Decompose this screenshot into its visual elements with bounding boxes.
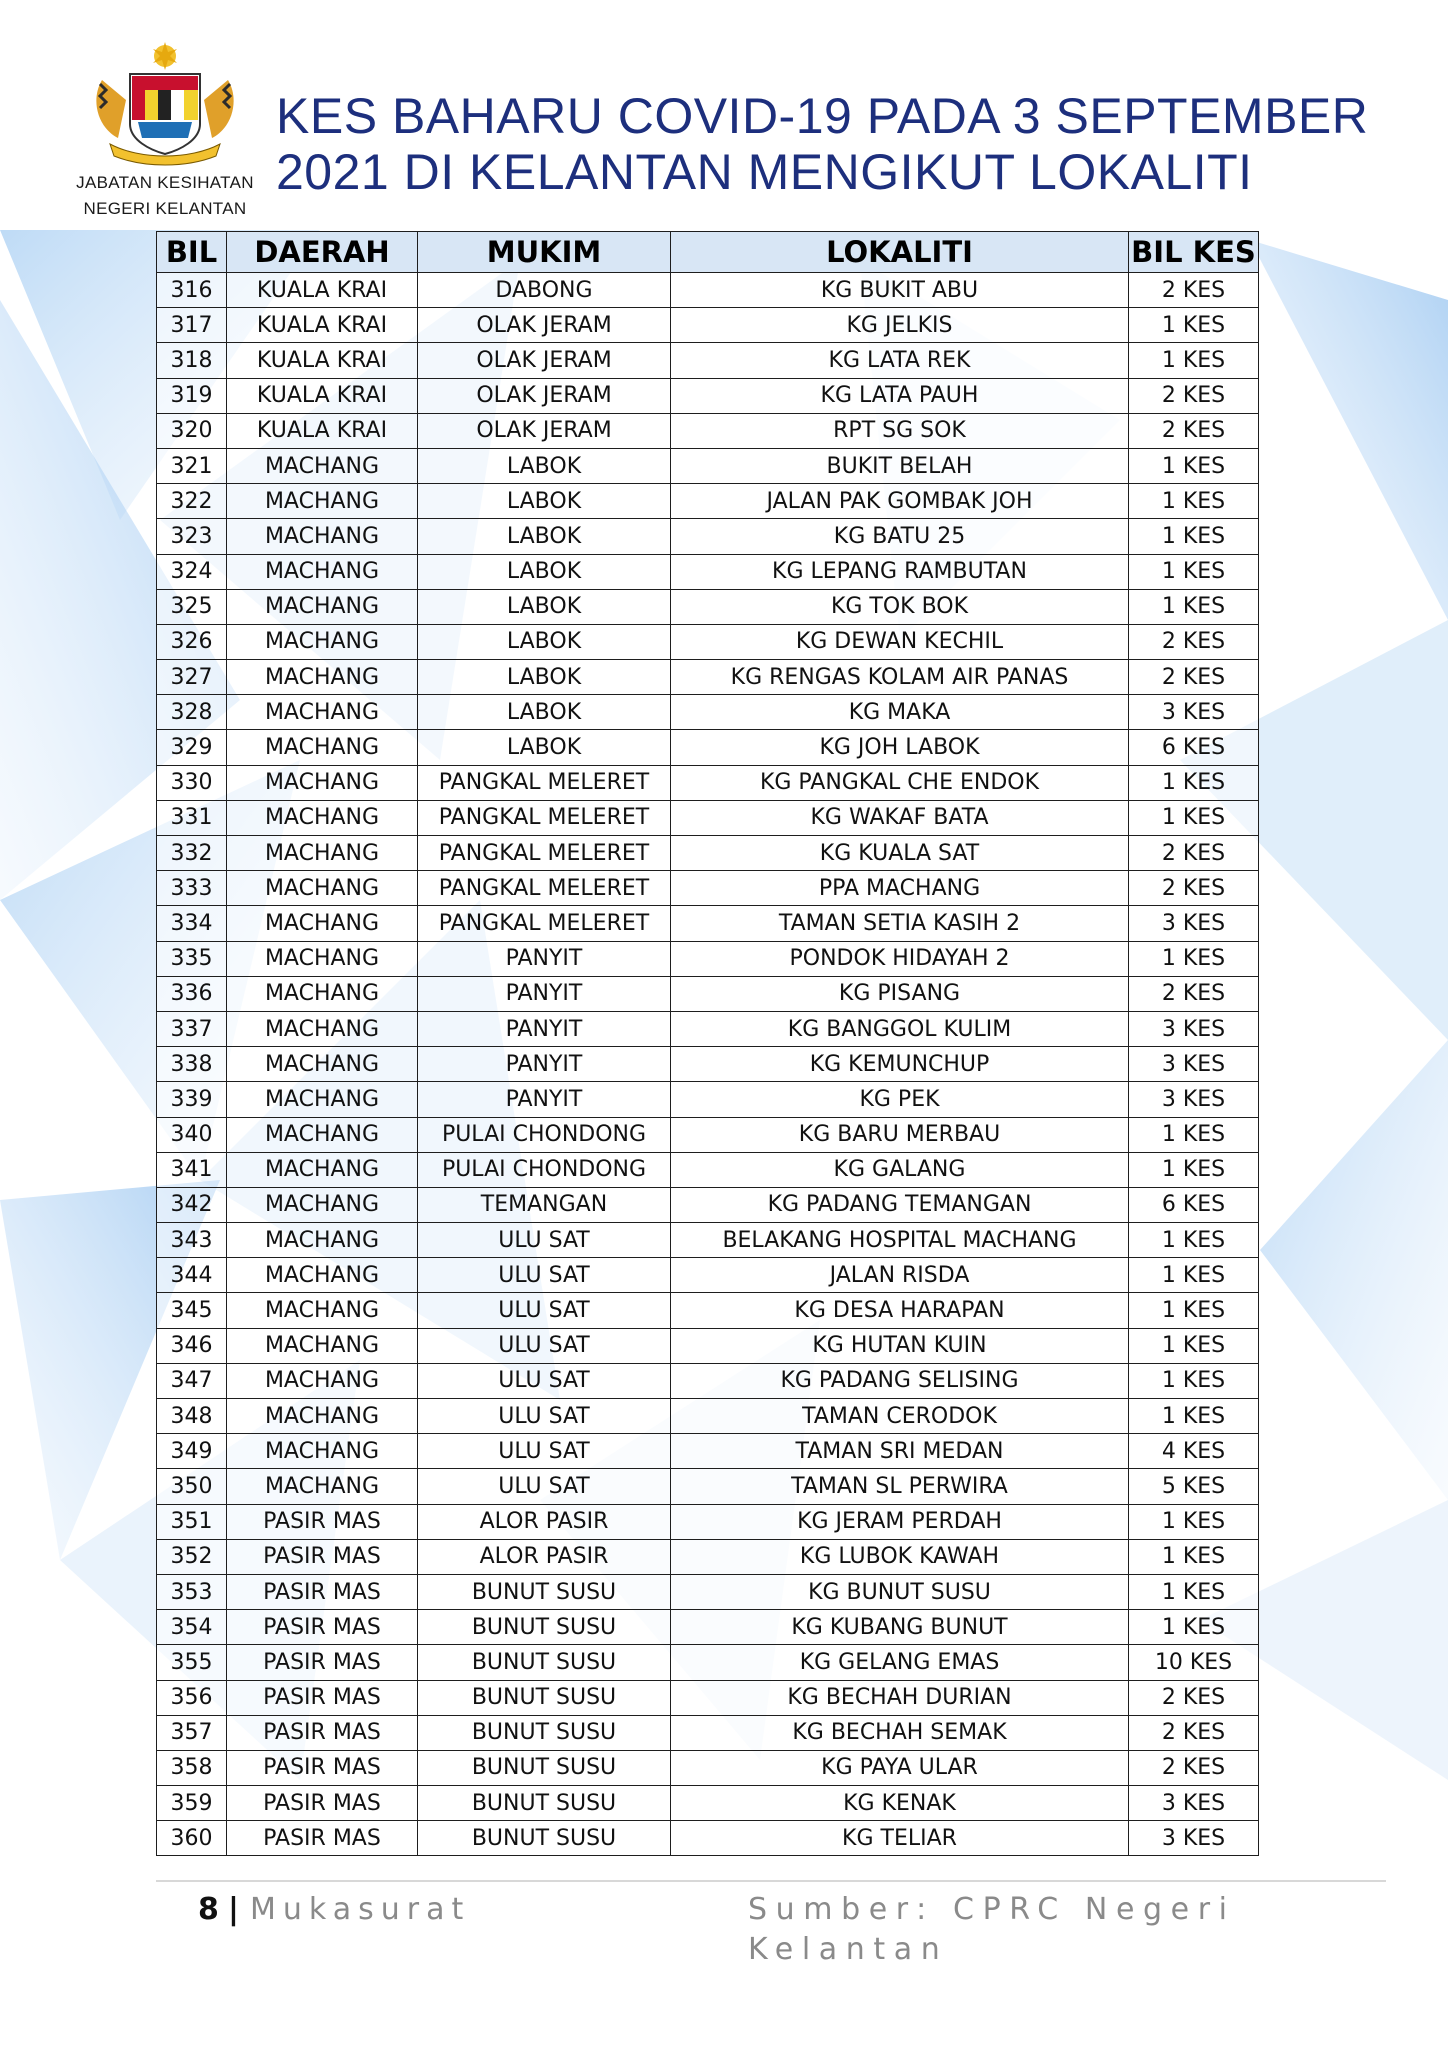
cell-daerah: MACHANG: [227, 554, 418, 589]
cell-daerah: MACHANG: [227, 1258, 418, 1293]
cell-mukim: LABOK: [418, 589, 671, 624]
cell-bil: 355: [157, 1645, 227, 1680]
cell-bil: 344: [157, 1258, 227, 1293]
cell-daerah: MACHANG: [227, 906, 418, 941]
table-row: [157, 413, 1259, 448]
cell-mukim: ULU SAT: [418, 1399, 671, 1434]
cell-daerah: MACHANG: [227, 1117, 418, 1152]
cell-bil-kes: 6 KES: [1129, 730, 1259, 765]
table-row: [157, 765, 1259, 800]
cell-bil-kes: 2 KES: [1129, 413, 1259, 448]
cell-bil: 326: [157, 624, 227, 659]
cell-daerah: PASIR MAS: [227, 1786, 418, 1821]
header-daerah: DAERAH: [227, 232, 418, 273]
cell-bil-kes: 2 KES: [1129, 836, 1259, 871]
cell-daerah: PASIR MAS: [227, 1539, 418, 1574]
cell-lokaliti: KG TELIAR: [671, 1821, 1129, 1856]
table-row: [157, 1187, 1259, 1222]
cell-daerah: MACHANG: [227, 836, 418, 871]
cell-bil-kes: 2 KES: [1129, 624, 1259, 659]
cell-daerah: PASIR MAS: [227, 1680, 418, 1715]
cell-mukim: PANGKAL MELERET: [418, 871, 671, 906]
cell-mukim: BUNUT SUSU: [418, 1750, 671, 1785]
cell-daerah: MACHANG: [227, 624, 418, 659]
cell-bil-kes: 1 KES: [1129, 448, 1259, 483]
cell-lokaliti: KG GALANG: [671, 1152, 1129, 1187]
cell-daerah: MACHANG: [227, 1363, 418, 1398]
cell-bil-kes: 1 KES: [1129, 1223, 1259, 1258]
cell-bil-kes: 4 KES: [1129, 1434, 1259, 1469]
table-row: [157, 1152, 1259, 1187]
cell-lokaliti: KG LATA PAUH: [671, 378, 1129, 413]
cell-bil: 356: [157, 1680, 227, 1715]
table-row: [157, 1715, 1259, 1750]
cell-daerah: PASIR MAS: [227, 1821, 418, 1856]
cell-bil-kes: 1 KES: [1129, 765, 1259, 800]
cell-bil-kes: 1 KES: [1129, 484, 1259, 519]
table-row: [157, 589, 1259, 624]
table-row: [157, 976, 1259, 1011]
cell-mukim: LABOK: [418, 624, 671, 659]
cell-bil-kes: 1 KES: [1129, 1539, 1259, 1574]
cell-lokaliti: KG JERAM PERDAH: [671, 1504, 1129, 1539]
cell-mukim: PULAI CHONDONG: [418, 1117, 671, 1152]
cell-daerah: MACHANG: [227, 730, 418, 765]
cell-daerah: MACHANG: [227, 660, 418, 695]
table-row: [157, 836, 1259, 871]
cell-lokaliti: KG PAYA ULAR: [671, 1750, 1129, 1785]
cell-mukim: LABOK: [418, 660, 671, 695]
cell-bil-kes: 3 KES: [1129, 1011, 1259, 1046]
cell-bil: 331: [157, 800, 227, 835]
cell-bil-kes: 2 KES: [1129, 1715, 1259, 1750]
cell-mukim: PANGKAL MELERET: [418, 765, 671, 800]
cell-bil: 320: [157, 413, 227, 448]
footer-divider: [156, 1880, 1386, 1882]
page-title: [276, 88, 1396, 200]
cell-bil: 349: [157, 1434, 227, 1469]
cell-bil: 332: [157, 836, 227, 871]
cell-bil-kes: 2 KES: [1129, 378, 1259, 413]
cell-mukim: OLAK JERAM: [418, 308, 671, 343]
cell-daerah: KUALA KRAI: [227, 378, 418, 413]
cell-bil-kes: 1 KES: [1129, 800, 1259, 835]
cell-mukim: PANGKAL MELERET: [418, 836, 671, 871]
cell-bil-kes: 1 KES: [1129, 589, 1259, 624]
table-row: [157, 1539, 1259, 1574]
table-row: [157, 695, 1259, 730]
table-row: [157, 1574, 1259, 1609]
cell-mukim: ULU SAT: [418, 1469, 671, 1504]
cell-lokaliti: KG KEMUNCHUP: [671, 1047, 1129, 1082]
cell-mukim: PULAI CHONDONG: [418, 1152, 671, 1187]
cell-daerah: MACHANG: [227, 695, 418, 730]
cell-bil-kes: 3 KES: [1129, 695, 1259, 730]
cell-mukim: PANYIT: [418, 1047, 671, 1082]
cell-mukim: BUNUT SUSU: [418, 1680, 671, 1715]
cell-lokaliti: KG LATA REK: [671, 343, 1129, 378]
cell-daerah: MACHANG: [227, 1082, 418, 1117]
cell-bil-kes: 3 KES: [1129, 906, 1259, 941]
cell-mukim: OLAK JERAM: [418, 413, 671, 448]
cell-bil: 334: [157, 906, 227, 941]
cell-lokaliti: KG MAKA: [671, 695, 1129, 730]
cell-mukim: TEMANGAN: [418, 1187, 671, 1222]
cell-mukim: LABOK: [418, 554, 671, 589]
table-row: [157, 941, 1259, 976]
cell-bil: 343: [157, 1223, 227, 1258]
table-row: [157, 308, 1259, 343]
cell-mukim: ULU SAT: [418, 1293, 671, 1328]
cell-bil-kes: 1 KES: [1129, 1610, 1259, 1645]
cell-lokaliti: KG BECHAH SEMAK: [671, 1715, 1129, 1750]
header-bil-kes: BIL KES: [1129, 232, 1259, 273]
cell-bil-kes: 3 KES: [1129, 1082, 1259, 1117]
cell-bil-kes: 1 KES: [1129, 941, 1259, 976]
page-title-line-1: KES BAHARU COVID-19 PADA 3 SEPTEMBER: [276, 88, 1369, 144]
table-row: [157, 1434, 1259, 1469]
table-row: [157, 484, 1259, 519]
cell-daerah: PASIR MAS: [227, 1504, 418, 1539]
cell-bil-kes: 3 KES: [1129, 1786, 1259, 1821]
cell-bil-kes: 1 KES: [1129, 1399, 1259, 1434]
table-row: [157, 1223, 1259, 1258]
cell-bil-kes: 1 KES: [1129, 519, 1259, 554]
cell-bil-kes: 1 KES: [1129, 343, 1259, 378]
cell-bil: 360: [157, 1821, 227, 1856]
cell-bil: 335: [157, 941, 227, 976]
cell-bil-kes: 2 KES: [1129, 976, 1259, 1011]
cell-daerah: MACHANG: [227, 871, 418, 906]
page-number: 8: [198, 1892, 219, 1927]
cell-lokaliti: KG DEWAN KECHIL: [671, 624, 1129, 659]
department-name: [55, 170, 275, 222]
table-row: [157, 1750, 1259, 1785]
table-row: [157, 1680, 1259, 1715]
cell-mukim: PANYIT: [418, 1011, 671, 1046]
cell-daerah: PASIR MAS: [227, 1715, 418, 1750]
table-row: [157, 448, 1259, 483]
cell-bil-kes: 2 KES: [1129, 871, 1259, 906]
cell-bil: 322: [157, 484, 227, 519]
cell-daerah: KUALA KRAI: [227, 343, 418, 378]
table-row: [157, 1082, 1259, 1117]
cell-bil: 340: [157, 1117, 227, 1152]
cell-mukim: ALOR PASIR: [418, 1539, 671, 1574]
cell-lokaliti: KG JOH LABOK: [671, 730, 1129, 765]
table-row: [157, 1363, 1259, 1398]
page-title-line-2: 2021 DI KELANTAN MENGIKUT LOKALITI: [276, 144, 1253, 200]
cell-mukim: ULU SAT: [418, 1223, 671, 1258]
cell-daerah: MACHANG: [227, 941, 418, 976]
cell-lokaliti: KG PISANG: [671, 976, 1129, 1011]
cell-lokaliti: KG BUNUT SUSU: [671, 1574, 1129, 1609]
cell-daerah: MACHANG: [227, 800, 418, 835]
cell-mukim: BUNUT SUSU: [418, 1786, 671, 1821]
table-row: [157, 1610, 1259, 1645]
cell-bil-kes: 3 KES: [1129, 1047, 1259, 1082]
table-row: [157, 1293, 1259, 1328]
cell-bil: 352: [157, 1539, 227, 1574]
cell-mukim: ULU SAT: [418, 1258, 671, 1293]
cell-bil: 318: [157, 343, 227, 378]
cell-lokaliti: BUKIT BELAH: [671, 448, 1129, 483]
cell-mukim: PANGKAL MELERET: [418, 906, 671, 941]
table-row: [157, 1821, 1259, 1856]
cell-bil: 337: [157, 1011, 227, 1046]
cell-bil: 351: [157, 1504, 227, 1539]
cell-mukim: OLAK JERAM: [418, 378, 671, 413]
cell-lokaliti: PONDOK HIDAYAH 2: [671, 941, 1129, 976]
cell-bil-kes: 1 KES: [1129, 1293, 1259, 1328]
cell-lokaliti: KG KUBANG BUNUT: [671, 1610, 1129, 1645]
cell-lokaliti: KG LUBOK KAWAH: [671, 1539, 1129, 1574]
cell-mukim: PANYIT: [418, 941, 671, 976]
table-row: [157, 1786, 1259, 1821]
cell-bil: 359: [157, 1786, 227, 1821]
header-bil: BIL: [157, 232, 227, 273]
table-row: [157, 624, 1259, 659]
cell-mukim: ULU SAT: [418, 1328, 671, 1363]
table-row: [157, 1504, 1259, 1539]
cell-lokaliti: KG WAKAF BATA: [671, 800, 1129, 835]
cell-bil: 336: [157, 976, 227, 1011]
cell-bil-kes: 1 KES: [1129, 1328, 1259, 1363]
table-row: [157, 1399, 1259, 1434]
cell-bil: 357: [157, 1715, 227, 1750]
cell-bil: 321: [157, 448, 227, 483]
header-lokaliti: LOKALITI: [671, 232, 1129, 273]
coat-of-arms-logo: [80, 40, 250, 170]
table-row: [157, 1011, 1259, 1046]
cell-bil: 324: [157, 554, 227, 589]
cell-daerah: MACHANG: [227, 1011, 418, 1046]
cell-mukim: BUNUT SUSU: [418, 1715, 671, 1750]
cell-daerah: MACHANG: [227, 1434, 418, 1469]
cell-daerah: MACHANG: [227, 519, 418, 554]
table-row: [157, 1117, 1259, 1152]
cell-mukim: PANYIT: [418, 976, 671, 1011]
cell-daerah: MACHANG: [227, 484, 418, 519]
cell-lokaliti: JALAN PAK GOMBAK JOH: [671, 484, 1129, 519]
cell-daerah: PASIR MAS: [227, 1750, 418, 1785]
cell-bil: 338: [157, 1047, 227, 1082]
table-row: [157, 1258, 1259, 1293]
cell-lokaliti: KG PANGKAL CHE ENDOK: [671, 765, 1129, 800]
table-header-row: [157, 232, 1259, 273]
cell-mukim: LABOK: [418, 519, 671, 554]
cell-mukim: DABONG: [418, 273, 671, 308]
cell-lokaliti: JALAN RISDA: [671, 1258, 1129, 1293]
table-row: [157, 660, 1259, 695]
cell-bil: 325: [157, 589, 227, 624]
table-row: [157, 343, 1259, 378]
cell-daerah: MACHANG: [227, 1399, 418, 1434]
cell-daerah: MACHANG: [227, 1293, 418, 1328]
cell-mukim: ALOR PASIR: [418, 1504, 671, 1539]
cell-lokaliti: KG BECHAH DURIAN: [671, 1680, 1129, 1715]
cell-lokaliti: PPA MACHANG: [671, 871, 1129, 906]
cell-daerah: MACHANG: [227, 1047, 418, 1082]
cell-daerah: MACHANG: [227, 976, 418, 1011]
cell-mukim: BUNUT SUSU: [418, 1610, 671, 1645]
cell-daerah: MACHANG: [227, 1152, 418, 1187]
table-row: [157, 730, 1259, 765]
table-row: [157, 378, 1259, 413]
cell-bil-kes: 3 KES: [1129, 1821, 1259, 1856]
cell-bil: 330: [157, 765, 227, 800]
cell-mukim: BUNUT SUSU: [418, 1645, 671, 1680]
cell-daerah: MACHANG: [227, 1469, 418, 1504]
cell-bil: 319: [157, 378, 227, 413]
cell-lokaliti: KG BUKIT ABU: [671, 273, 1129, 308]
cell-lokaliti: KG BATU 25: [671, 519, 1129, 554]
cell-bil-kes: 1 KES: [1129, 308, 1259, 343]
cell-bil: 323: [157, 519, 227, 554]
cell-bil: 333: [157, 871, 227, 906]
cell-mukim: LABOK: [418, 695, 671, 730]
cell-daerah: KUALA KRAI: [227, 308, 418, 343]
cases-table: [156, 231, 1259, 1856]
cell-daerah: PASIR MAS: [227, 1610, 418, 1645]
cell-lokaliti: BELAKANG HOSPITAL MACHANG: [671, 1223, 1129, 1258]
source-credit: Sumber: CPRC Negeri Kelantan: [748, 1892, 1236, 1967]
header-mukim: MUKIM: [418, 232, 671, 273]
cell-lokaliti: KG TOK BOK: [671, 589, 1129, 624]
cell-bil: 354: [157, 1610, 227, 1645]
cell-bil-kes: 10 KES: [1129, 1645, 1259, 1680]
cell-lokaliti: KG RENGAS KOLAM AIR PANAS: [671, 660, 1129, 695]
cell-lokaliti: RPT SG SOK: [671, 413, 1129, 448]
cell-daerah: KUALA KRAI: [227, 413, 418, 448]
table-row: [157, 1645, 1259, 1680]
cell-bil-kes: 5 KES: [1129, 1469, 1259, 1504]
cell-lokaliti: TAMAN CERODOK: [671, 1399, 1129, 1434]
cell-bil: 345: [157, 1293, 227, 1328]
cell-bil: 350: [157, 1469, 227, 1504]
cell-lokaliti: KG KENAK: [671, 1786, 1129, 1821]
table-body: [157, 273, 1259, 1856]
cell-daerah: MACHANG: [227, 589, 418, 624]
cell-lokaliti: TAMAN SL PERWIRA: [671, 1469, 1129, 1504]
cell-lokaliti: TAMAN SRI MEDAN: [671, 1434, 1129, 1469]
cell-daerah: MACHANG: [227, 1328, 418, 1363]
table-row: [157, 871, 1259, 906]
cell-lokaliti: KG PADANG SELISING: [671, 1363, 1129, 1398]
cell-bil: 342: [157, 1187, 227, 1222]
cell-bil: 347: [157, 1363, 227, 1398]
cell-lokaliti: KG GELANG EMAS: [671, 1645, 1129, 1680]
cell-bil-kes: 1 KES: [1129, 1117, 1259, 1152]
cell-mukim: BUNUT SUSU: [418, 1821, 671, 1856]
table-row: [157, 554, 1259, 589]
department-line-2: NEGERI KELANTAN: [83, 199, 247, 218]
cell-bil: 327: [157, 660, 227, 695]
department-line-1: JABATAN KESIHATAN: [76, 173, 254, 192]
cell-daerah: MACHANG: [227, 1187, 418, 1222]
cell-mukim: BUNUT SUSU: [418, 1574, 671, 1609]
table-row: [157, 906, 1259, 941]
cell-bil-kes: 2 KES: [1129, 273, 1259, 308]
cell-lokaliti: KG BANGGOL KULIM: [671, 1011, 1129, 1046]
cell-daerah: PASIR MAS: [227, 1645, 418, 1680]
table-row: [157, 800, 1259, 835]
cell-bil: 353: [157, 1574, 227, 1609]
cell-bil: 358: [157, 1750, 227, 1785]
cell-daerah: MACHANG: [227, 765, 418, 800]
cell-mukim: ULU SAT: [418, 1363, 671, 1398]
cell-lokaliti: KG LEPANG RAMBUTAN: [671, 554, 1129, 589]
cell-lokaliti: KG PEK: [671, 1082, 1129, 1117]
cell-mukim: OLAK JERAM: [418, 343, 671, 378]
cell-lokaliti: KG DESA HARAPAN: [671, 1293, 1129, 1328]
cell-mukim: LABOK: [418, 484, 671, 519]
cell-bil: 316: [157, 273, 227, 308]
cell-bil: 339: [157, 1082, 227, 1117]
cell-daerah: MACHANG: [227, 448, 418, 483]
cell-mukim: LABOK: [418, 448, 671, 483]
cell-bil-kes: 6 KES: [1129, 1187, 1259, 1222]
cell-bil-kes: 2 KES: [1129, 660, 1259, 695]
cell-bil-kes: 2 KES: [1129, 1750, 1259, 1785]
table-row: [157, 1328, 1259, 1363]
table-row: [157, 519, 1259, 554]
cell-bil-kes: 1 KES: [1129, 554, 1259, 589]
cell-bil-kes: 2 KES: [1129, 1680, 1259, 1715]
cell-lokaliti: KG PADANG TEMANGAN: [671, 1187, 1129, 1222]
cell-lokaliti: TAMAN SETIA KASIH 2: [671, 906, 1129, 941]
cell-bil: 341: [157, 1152, 227, 1187]
cell-bil-kes: 1 KES: [1129, 1363, 1259, 1398]
cell-mukim: ULU SAT: [418, 1434, 671, 1469]
page-label: Mukasurat: [250, 1892, 471, 1927]
cell-mukim: PANYIT: [418, 1082, 671, 1117]
table-row: [157, 273, 1259, 308]
cell-lokaliti: KG KUALA SAT: [671, 836, 1129, 871]
cell-bil: 346: [157, 1328, 227, 1363]
cell-bil-kes: 1 KES: [1129, 1574, 1259, 1609]
cell-bil: 317: [157, 308, 227, 343]
table-row: [157, 1047, 1259, 1082]
cell-mukim: PANGKAL MELERET: [418, 800, 671, 835]
table-row: [157, 1469, 1259, 1504]
cell-bil: 348: [157, 1399, 227, 1434]
cell-bil: 329: [157, 730, 227, 765]
page-separator: |: [228, 1892, 239, 1927]
cell-bil-kes: 1 KES: [1129, 1152, 1259, 1187]
cell-bil-kes: 1 KES: [1129, 1258, 1259, 1293]
cell-lokaliti: KG BARU MERBAU: [671, 1117, 1129, 1152]
cell-lokaliti: KG JELKIS: [671, 308, 1129, 343]
page-header: [0, 0, 1448, 230]
cell-bil: 328: [157, 695, 227, 730]
cell-daerah: PASIR MAS: [227, 1574, 418, 1609]
cell-daerah: MACHANG: [227, 1223, 418, 1258]
cell-lokaliti: KG HUTAN KUIN: [671, 1328, 1129, 1363]
cell-daerah: KUALA KRAI: [227, 273, 418, 308]
cell-bil-kes: 1 KES: [1129, 1504, 1259, 1539]
cell-mukim: LABOK: [418, 730, 671, 765]
